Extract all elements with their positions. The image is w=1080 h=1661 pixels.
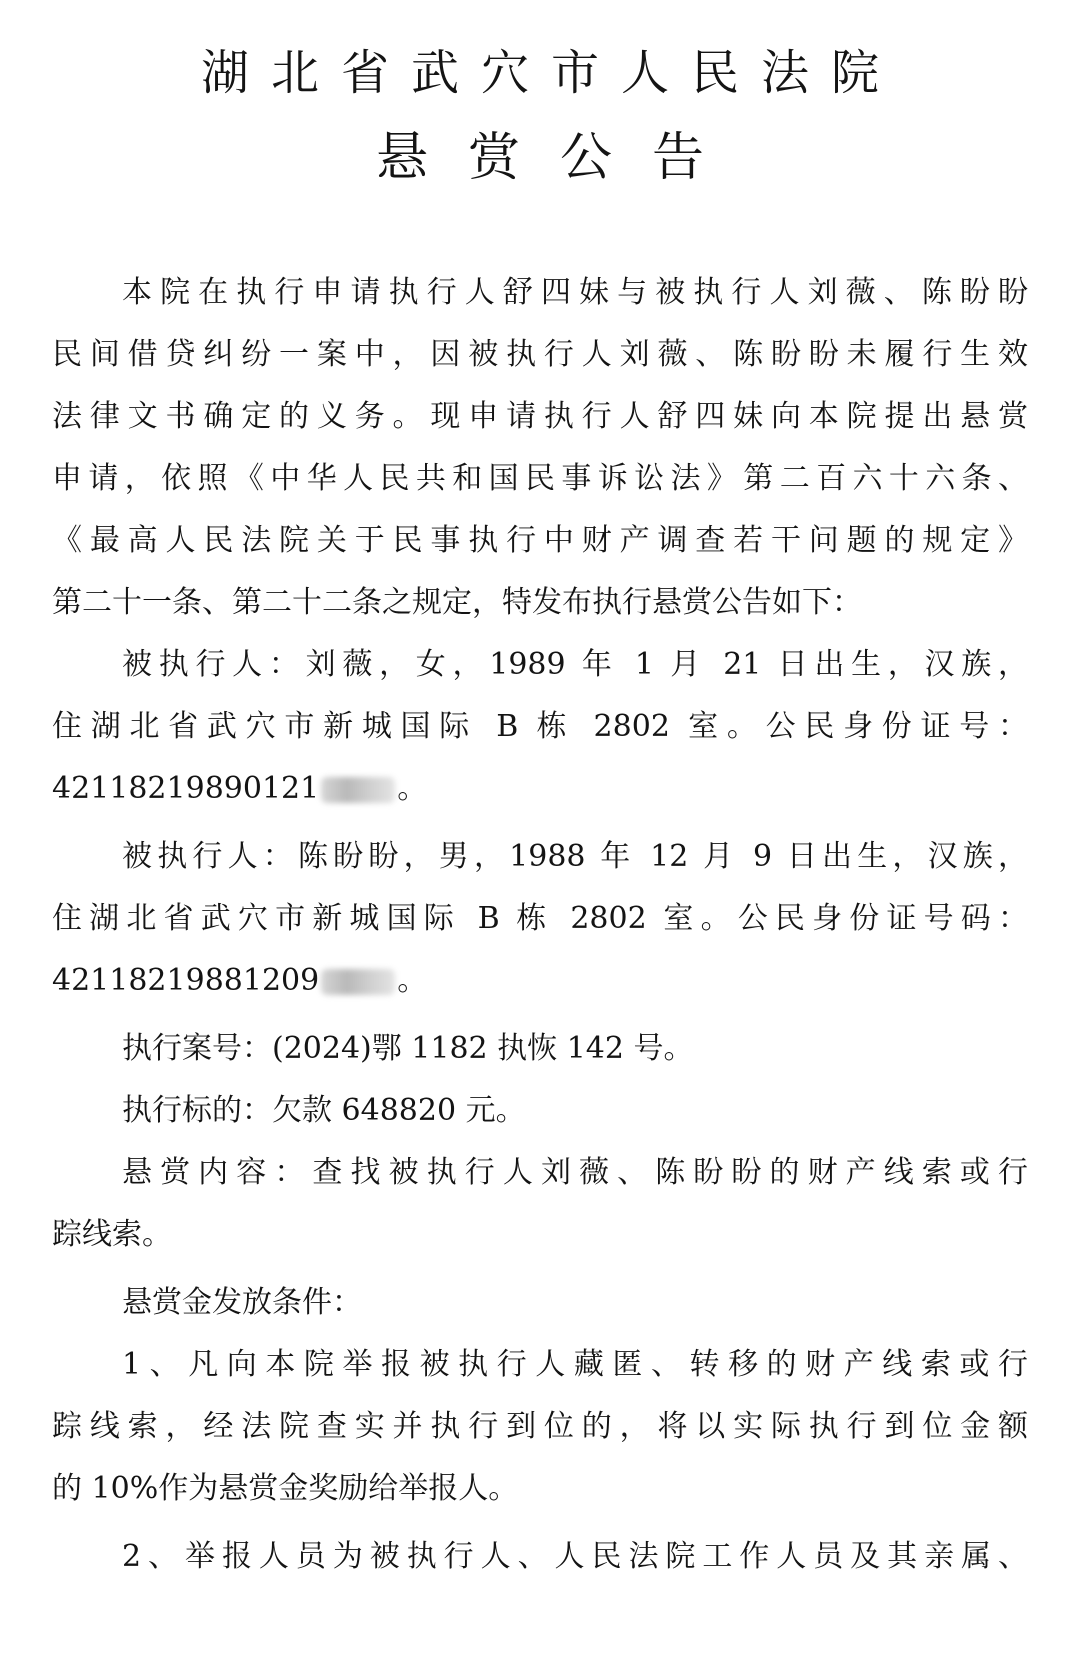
- redacted-blur: [321, 969, 395, 995]
- respondent2-id-number: 42118219881209: [52, 963, 320, 998]
- id-line-end: 。: [397, 963, 428, 998]
- conditions-heading: 悬赏金发放条件：: [122, 1285, 362, 1320]
- intro-line: 民间借贷纠纷一案中，因被执行人刘薇、陈盼盼未履行生效: [52, 337, 1028, 372]
- intro-line: 法律文书确定的义务。现申请执行人舒四妹向本院提出悬赏: [52, 399, 1028, 434]
- condition1-line: 1、凡向本院举报被执行人藏匿、转移的财产线索或行: [122, 1347, 1028, 1382]
- respondent1-line: 住湖北省武穴市新城国际 B 栋 2802 室。公民身份证号：: [52, 709, 1028, 744]
- respondent2-id-line: [52, 950, 1028, 1012]
- intro-line: 《最高人民法院关于民事执行中财产调查若干问题的规定》: [52, 523, 1028, 558]
- condition2-line: 2、举报人员为被执行人、人民法院工作人员及其亲属、: [122, 1539, 1028, 1574]
- notice-body: [52, 262, 1028, 1588]
- respondent2-line: 住湖北省武穴市新城国际 B 栋 2802 室。公民身份证号码：: [52, 901, 1028, 936]
- respondent1-line: 被执行人：刘薇，女，1989 年 1 月 21 日出生，汉族，: [122, 647, 1028, 682]
- condition1-line: 的 10%作为悬赏金奖励给举报人。: [52, 1471, 519, 1506]
- redacted-blur: [321, 777, 395, 803]
- reward-content-line: 踪线索。: [52, 1217, 172, 1252]
- intro-line: 申请，依照《中华人民共和国民事诉讼法》第二百六十六条、: [52, 461, 1028, 496]
- id-line-end: 。: [397, 771, 428, 806]
- case-number-line: 执行案号：(2024)鄂 1182 执恢 142 号。: [122, 1031, 694, 1066]
- respondent1-id-line: [52, 758, 1028, 820]
- execution-subject-line: 执行标的：欠款 648820 元。: [122, 1093, 526, 1128]
- respondent1-id-number: 42118219890121: [52, 771, 320, 806]
- notice-title: 悬赏公告: [375, 128, 744, 188]
- respondent2-line: 被执行人：陈盼盼，男，1988 年 12 月 9 日出生，汉族，: [122, 839, 1028, 874]
- reward-content-line: 悬赏内容：查找被执行人刘薇、陈盼盼的财产线索或行: [122, 1155, 1028, 1190]
- condition1-line: 踪线索，经法院查实并执行到位的，将以实际执行到位金额: [52, 1409, 1028, 1444]
- court-name-heading: 湖北省武穴市人民法院: [200, 45, 901, 101]
- intro-line: 本院在执行申请执行人舒四妹与被执行人刘薇、陈盼盼: [122, 275, 1028, 310]
- intro-line: 第二十一条、第二十二条之规定，特发布执行悬赏公告如下：: [52, 585, 862, 620]
